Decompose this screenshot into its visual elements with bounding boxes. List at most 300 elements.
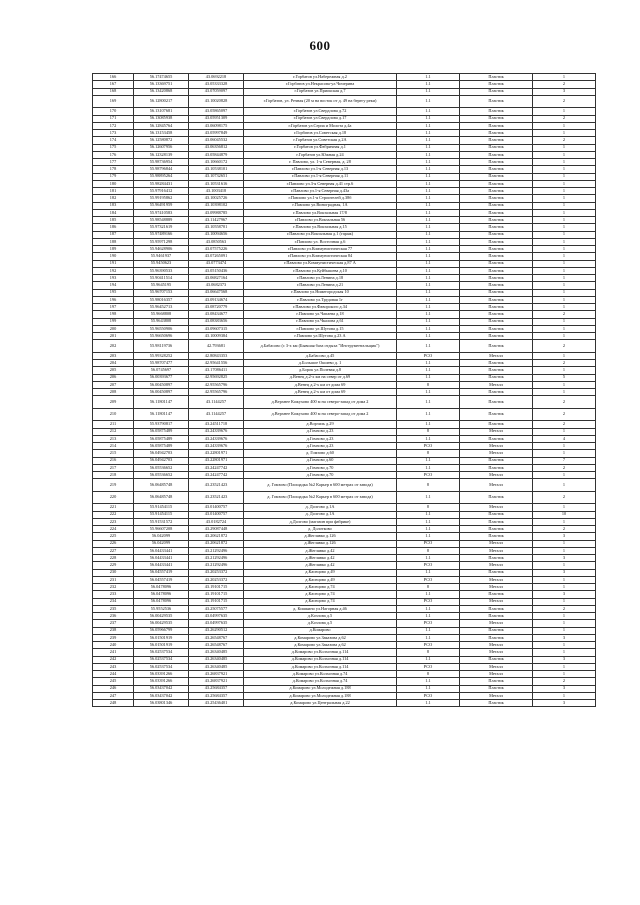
table-row bbox=[93, 540, 596, 547]
row-number-cell: 199 bbox=[93, 318, 134, 325]
count-cell: 1 bbox=[533, 180, 596, 187]
longitude-cell: 43.22801971 bbox=[189, 457, 244, 464]
count-cell: 3 bbox=[533, 634, 596, 641]
row-number-cell: 177 bbox=[93, 159, 134, 166]
row-number-cell: 247 bbox=[93, 692, 134, 699]
material-cell: Пластик bbox=[460, 74, 533, 81]
latitude-cell: 56.00450897 bbox=[134, 381, 189, 388]
material-cell: Пластик bbox=[460, 260, 533, 267]
address-cell: г.Павлово ул.Вокзальная 56 bbox=[244, 217, 397, 224]
table-row bbox=[93, 367, 596, 374]
table-row bbox=[93, 173, 596, 180]
material-cell: Металл bbox=[460, 547, 533, 554]
address-cell: д.Козлова д.5 bbox=[244, 620, 397, 627]
material-cell: Пластик bbox=[460, 282, 533, 289]
type-code-cell: 1.1 bbox=[397, 656, 460, 663]
type-code-cell: 1.1 bbox=[397, 325, 460, 332]
count-cell: 1 bbox=[533, 296, 596, 303]
row-number-cell: 190 bbox=[93, 253, 134, 260]
longitude-cell: 43.19101715 bbox=[189, 591, 244, 598]
type-code-cell: 1.1 bbox=[397, 634, 460, 641]
table-row bbox=[93, 642, 596, 649]
material-cell: Металл bbox=[460, 428, 533, 435]
address-cell: д.Гомзово д.70 bbox=[244, 472, 397, 479]
row-number-cell: 215 bbox=[93, 450, 134, 457]
address-cell: д.Ворзиль д.29 bbox=[244, 421, 397, 428]
type-code-cell: 1.1 bbox=[397, 202, 460, 209]
row-number-cell: 166 bbox=[93, 74, 134, 81]
material-cell: Металл bbox=[460, 598, 533, 605]
address-cell: г.Горбатов ул.Свердлова д.17 bbox=[244, 115, 397, 122]
material-cell: Пластик bbox=[460, 367, 533, 374]
table-row bbox=[93, 253, 596, 260]
row-number-cell: 205 bbox=[93, 367, 134, 374]
table-row bbox=[93, 246, 596, 253]
latitude-cell: 55.98548889 bbox=[134, 217, 189, 224]
address-cell: г.Павлово ул.1-я Северная д.13 bbox=[244, 166, 397, 173]
latitude-cell: 56.042099 bbox=[134, 533, 189, 540]
address-cell: д.Жеглявко д.42 bbox=[244, 562, 397, 569]
address-cell: д.Каснцово д.74 bbox=[244, 591, 397, 598]
count-cell: 3 bbox=[533, 591, 596, 598]
material-cell: Пластик bbox=[460, 396, 533, 409]
count-cell: 1 bbox=[533, 620, 596, 627]
material-cell: Пластик bbox=[460, 159, 533, 166]
count-cell: 1 bbox=[533, 642, 596, 649]
longitude-cell: 43.20621872 bbox=[189, 540, 244, 547]
table-row bbox=[93, 151, 596, 158]
material-cell: Пластик bbox=[460, 685, 533, 692]
table-row bbox=[93, 472, 596, 479]
type-code-cell: 1.1 bbox=[397, 231, 460, 238]
address-cell: д.Жеглявко д.42 bbox=[244, 547, 397, 554]
table-row bbox=[93, 352, 596, 359]
count-cell: 1 bbox=[533, 576, 596, 583]
latitude-cell: 56.00429535 bbox=[134, 620, 189, 627]
row-number-cell: 229 bbox=[93, 562, 134, 569]
table-row bbox=[93, 333, 596, 340]
material-cell: Пластик bbox=[460, 195, 533, 202]
address-cell: д.Жеглявко д.126 bbox=[244, 533, 397, 540]
material-cell: Металл bbox=[460, 479, 533, 492]
material-cell: Пластик bbox=[460, 533, 533, 540]
table-row bbox=[93, 318, 596, 325]
material-cell: Металл bbox=[460, 450, 533, 457]
material-cell: Пластик bbox=[460, 115, 533, 122]
material-cell: Металл bbox=[460, 649, 533, 656]
row-number-cell: 202 bbox=[93, 340, 134, 353]
table-row bbox=[93, 381, 596, 388]
longitude-cell: 43.06356812 bbox=[189, 144, 244, 151]
table-row bbox=[93, 678, 596, 685]
type-code-cell: 1.1 bbox=[397, 367, 460, 374]
longitude-cell: 43.26340485 bbox=[189, 656, 244, 663]
count-cell: 1 bbox=[533, 649, 596, 656]
count-cell: 5 bbox=[533, 374, 596, 381]
longitude-cell: 43.24339676 bbox=[189, 435, 244, 442]
latitude-cell: 56.03391266 bbox=[134, 671, 189, 678]
type-code-cell: 1.1 bbox=[397, 253, 460, 260]
address-cell: г.Павлово ул.Ленина д.18 bbox=[244, 275, 397, 282]
longitude-cell: 42.95565796 bbox=[189, 389, 244, 396]
latitude-cell: 56.11801147 bbox=[134, 396, 189, 409]
latitude-cell: 56.04433441 bbox=[134, 562, 189, 569]
material-cell: Пластик bbox=[460, 360, 533, 367]
longitude-cell: 43.19101715 bbox=[189, 598, 244, 605]
type-code-cell: 1.1 bbox=[397, 518, 460, 525]
table-row bbox=[93, 479, 596, 492]
count-cell: 1 bbox=[533, 428, 596, 435]
address-cell: г.Горбатов ул.Фабричная д.1 bbox=[244, 144, 397, 151]
row-number-cell: 248 bbox=[93, 700, 134, 707]
count-cell: 1 bbox=[533, 151, 596, 158]
material-cell: Металл bbox=[460, 472, 533, 479]
material-cell: Пластик bbox=[460, 180, 533, 187]
material-cell: Металл bbox=[460, 562, 533, 569]
row-number-cell: 178 bbox=[93, 166, 134, 173]
address-cell: д. Долгово д.1А bbox=[244, 511, 397, 518]
count-cell: 1 bbox=[533, 547, 596, 554]
row-number-cell: 204 bbox=[93, 360, 134, 367]
row-number-cell: 217 bbox=[93, 464, 134, 471]
register-table-body bbox=[93, 74, 596, 707]
longitude-cell: 43.07059097 bbox=[189, 88, 244, 95]
address-cell: д.Бабасово (с 3-х км (Бывшая база отдыха "Инструментальщик") bbox=[244, 340, 397, 353]
count-cell: 2 bbox=[533, 464, 596, 471]
table-row bbox=[93, 231, 596, 238]
material-cell: Пластик bbox=[460, 325, 533, 332]
row-number-cell: 246 bbox=[93, 685, 134, 692]
type-code-cell: 1.1 bbox=[397, 333, 460, 340]
type-code-cell: 1.1 bbox=[397, 318, 460, 325]
count-cell: 4 bbox=[533, 435, 596, 442]
table-row bbox=[93, 159, 596, 166]
address-cell: д.Жеглявко д.126 bbox=[244, 540, 397, 547]
longitude-cell: 43.10398102 bbox=[189, 202, 244, 209]
count-cell: 2 bbox=[533, 526, 596, 533]
table-row bbox=[93, 547, 596, 554]
address-cell: г.Павлово ул.Коммунистическая 84 bbox=[244, 253, 397, 260]
material-cell: Пластик bbox=[460, 130, 533, 137]
type-code-cell: 1.1 bbox=[397, 360, 460, 367]
address-cell: д.Комарово bbox=[244, 627, 397, 634]
longitude-cell: 43.25684357 bbox=[189, 692, 244, 699]
row-number-cell: 222 bbox=[93, 511, 134, 518]
longitude-cell: 43.29087448 bbox=[189, 526, 244, 533]
latitude-cell: 56.00393677 bbox=[134, 374, 189, 381]
latitude-cell: 56.11801147 bbox=[134, 408, 189, 421]
table-row bbox=[93, 569, 596, 576]
table-row bbox=[93, 289, 596, 296]
longitude-cell: 43.21292496 bbox=[189, 562, 244, 569]
latitude-cell: 56.13153458 bbox=[134, 130, 189, 137]
count-cell: 1 bbox=[533, 472, 596, 479]
longitude-cell: 43.04997635 bbox=[189, 620, 244, 627]
longitude-cell: 43.21292496 bbox=[189, 547, 244, 554]
longitude-cell: 43.05333328 bbox=[189, 81, 244, 88]
longitude-cell: 43.10732651 bbox=[189, 173, 244, 180]
count-cell: 1 bbox=[533, 159, 596, 166]
latitude-cell: 55.91454115 bbox=[134, 511, 189, 518]
latitude-cell: 56.01501919 bbox=[134, 642, 189, 649]
table-row bbox=[93, 166, 596, 173]
count-cell: 1 bbox=[533, 238, 596, 245]
count-cell: 1 bbox=[533, 267, 596, 274]
address-cell: г.Павлово ул.Трудовая 1г bbox=[244, 296, 397, 303]
count-cell: 2 bbox=[533, 408, 596, 421]
longitude-cell: 43.20253372 bbox=[189, 576, 244, 583]
address-cell: д. Гомзово (Площадка №2 Карьер в 600 метрах от завода) bbox=[244, 491, 397, 504]
table-row bbox=[93, 504, 596, 511]
type-code-cell: 1.1 bbox=[397, 296, 460, 303]
type-code-cell: 1.1 bbox=[397, 238, 460, 245]
table-row bbox=[93, 296, 596, 303]
latitude-cell: 55.9668808 bbox=[134, 311, 189, 318]
address-cell: г.Горбатов ул.Советская д.2А bbox=[244, 137, 397, 144]
row-number-cell: 231 bbox=[93, 576, 134, 583]
type-code-cell: 1.1 bbox=[397, 130, 460, 137]
type-code-cell: РСО bbox=[397, 620, 460, 627]
count-cell: 1 bbox=[533, 692, 596, 699]
table-row bbox=[93, 591, 596, 598]
address-cell: д. Долгово д.1А bbox=[244, 504, 397, 511]
count-cell: 1 bbox=[533, 231, 596, 238]
latitude-cell: 56.0478096 bbox=[134, 591, 189, 598]
type-code-cell: 1.1 bbox=[397, 421, 460, 428]
material-cell: Пластик bbox=[460, 457, 533, 464]
row-number-cell: 240 bbox=[93, 642, 134, 649]
table-row bbox=[93, 491, 596, 504]
latitude-cell: 55.98284431 bbox=[134, 180, 189, 187]
type-code-cell: 1.1 bbox=[397, 511, 460, 518]
latitude-cell: 55.91531572 bbox=[134, 518, 189, 525]
longitude-cell: 43.22801971 bbox=[189, 450, 244, 457]
table-row bbox=[93, 267, 596, 274]
type-code-cell: 1.1 bbox=[397, 627, 460, 634]
address-cell: г.Горбатов ул.Советская д.18 bbox=[244, 130, 397, 137]
type-code-cell: 1.1 bbox=[397, 137, 460, 144]
type-code-cell: 1.1 bbox=[397, 289, 460, 296]
row-number-cell: 225 bbox=[93, 533, 134, 540]
type-code-cell: 1.1 bbox=[397, 700, 460, 707]
type-code-cell: РСО bbox=[397, 540, 460, 547]
material-cell: Пластик bbox=[460, 518, 533, 525]
table-row bbox=[93, 443, 596, 450]
address-cell: г.Павлово ул.Вокзальная д.15 bbox=[244, 224, 397, 231]
material-cell: Пластик bbox=[460, 318, 533, 325]
longitude-cell: 43.1003418 bbox=[189, 188, 244, 195]
latitude-cell: 56.00429535 bbox=[134, 613, 189, 620]
type-code-cell: 1.1 bbox=[397, 173, 460, 180]
row-number-cell: 189 bbox=[93, 246, 134, 253]
longitude-cell: 43.10660172 bbox=[189, 159, 244, 166]
row-number-cell: 218 bbox=[93, 472, 134, 479]
longitude-cell: 43.05865097 bbox=[189, 108, 244, 115]
material-cell: Пластик bbox=[460, 678, 533, 685]
row-number-cell: 234 bbox=[93, 598, 134, 605]
row-number-cell: 212 bbox=[93, 428, 134, 435]
count-cell: 3 bbox=[533, 555, 596, 562]
type-code-cell: РСО bbox=[397, 472, 460, 479]
register-table bbox=[92, 73, 596, 707]
count-cell: 1 bbox=[533, 443, 596, 450]
address-cell: г.Горбатов ул.Южная д.24 bbox=[244, 151, 397, 158]
latitude-cell: 56.0478096 bbox=[134, 598, 189, 605]
row-number-cell: 233 bbox=[93, 591, 134, 598]
row-number-cell: 194 bbox=[93, 282, 134, 289]
address-cell: д.Комарово ул.Заказова д.62 bbox=[244, 642, 397, 649]
latitude-cell: 56.05536652 bbox=[134, 472, 189, 479]
address-cell: д.Гомзово д.23 bbox=[244, 443, 397, 450]
count-cell: 1 bbox=[533, 246, 596, 253]
longitude-cell: 42.95565796 bbox=[189, 381, 244, 388]
material-cell: Металл bbox=[460, 642, 533, 649]
material-cell: Пластик bbox=[460, 340, 533, 353]
address-cell: д. Гомзово д.60 bbox=[244, 450, 397, 457]
type-code-cell: 1.1 bbox=[397, 260, 460, 267]
type-code-cell: 1.1 bbox=[397, 389, 460, 396]
address-cell: г.Павлово ул.Шутова д.23 А bbox=[244, 333, 397, 340]
longitude-cell: 43.04997635 bbox=[189, 613, 244, 620]
material-cell: Пластик bbox=[460, 209, 533, 216]
count-cell: 1 bbox=[533, 253, 596, 260]
material-cell: Пластик bbox=[460, 267, 533, 274]
row-number-cell: 243 bbox=[93, 663, 134, 670]
count-cell: 1 bbox=[533, 479, 596, 492]
table-row bbox=[93, 81, 596, 88]
row-number-cell: 197 bbox=[93, 304, 134, 311]
latitude-cell: 56.05875489 bbox=[134, 435, 189, 442]
row-number-cell: 193 bbox=[93, 275, 134, 282]
row-number-cell: 173 bbox=[93, 130, 134, 137]
address-cell: г.Павлово ул. Восточная д.6 bbox=[244, 238, 397, 245]
material-cell: Пластик bbox=[460, 238, 533, 245]
latitude-cell: 56.12607956 bbox=[134, 144, 189, 151]
table-row bbox=[93, 360, 596, 367]
type-code-cell: 1.1 bbox=[397, 613, 460, 620]
row-number-cell: 224 bbox=[93, 526, 134, 533]
longitude-cell: 43.09607315 bbox=[189, 325, 244, 332]
type-code-cell: 8 bbox=[397, 649, 460, 656]
longitude-cell: 43.06827164 bbox=[189, 275, 244, 282]
row-number-cell: 183 bbox=[93, 202, 134, 209]
row-number-cell: 171 bbox=[93, 115, 134, 122]
address-cell: д.Борок ул.Полевая д.8 bbox=[244, 367, 397, 374]
count-cell: 1 bbox=[533, 318, 596, 325]
row-number-cell: 208 bbox=[93, 389, 134, 396]
type-code-cell: РСО bbox=[397, 692, 460, 699]
row-number-cell: 195 bbox=[93, 289, 134, 296]
latitude-cell: 55.99328252 bbox=[134, 352, 189, 359]
row-number-cell: 235 bbox=[93, 605, 134, 612]
latitude-cell: 55.95971298 bbox=[134, 238, 189, 245]
latitude-cell: 55.96390533 bbox=[134, 267, 189, 274]
longitude-cell: 43.05844879 bbox=[189, 151, 244, 158]
type-code-cell: РСО bbox=[397, 562, 460, 569]
type-code-cell: 1.1 bbox=[397, 340, 460, 353]
count-cell: 7 bbox=[533, 457, 596, 464]
row-number-cell: 200 bbox=[93, 325, 134, 332]
latitude-cell: 55.98895264 bbox=[134, 173, 189, 180]
address-cell: д.Гомзово д.23 bbox=[244, 435, 397, 442]
count-cell: 1 bbox=[533, 613, 596, 620]
type-code-cell: 1.1 bbox=[397, 180, 460, 187]
table-row bbox=[93, 435, 596, 442]
row-number-cell: 179 bbox=[93, 173, 134, 180]
type-code-cell: 1.1 bbox=[397, 374, 460, 381]
longitude-cell: 43.10094656 bbox=[189, 231, 244, 238]
material-cell: Пластик bbox=[460, 202, 533, 209]
address-cell: д.Большое Окшево д. 1 bbox=[244, 360, 397, 367]
latitude-cell: 55.93790817 bbox=[134, 421, 189, 428]
table-row bbox=[93, 464, 596, 471]
row-number-cell: 168 bbox=[93, 88, 134, 95]
material-cell: Металл bbox=[460, 671, 533, 678]
longitude-cell: 43.20621872 bbox=[189, 533, 244, 540]
material-cell: Металл bbox=[460, 443, 533, 450]
latitude-cell: 56.04942703 bbox=[134, 450, 189, 457]
row-number-cell: 232 bbox=[93, 584, 134, 591]
longitude-cell: 43.21292496 bbox=[189, 555, 244, 562]
longitude-cell: 43.24247742 bbox=[189, 472, 244, 479]
table-row bbox=[93, 311, 596, 318]
count-cell: 1 bbox=[533, 367, 596, 374]
table-row bbox=[93, 188, 596, 195]
table-row bbox=[93, 649, 596, 656]
type-code-cell: 8 bbox=[397, 479, 460, 492]
latitude-cell: 56.03801346 bbox=[134, 700, 189, 707]
address-cell: г.Горбатов ул.Приокская д.7 bbox=[244, 88, 397, 95]
count-cell: 2 bbox=[533, 678, 596, 685]
row-number-cell: 227 bbox=[93, 547, 134, 554]
latitude-cell: 55.96607208 bbox=[134, 526, 189, 533]
longitude-cell: 43.0850563 bbox=[189, 238, 244, 245]
address-cell: д. Кишкино ул.Нагорная д.46 bbox=[244, 605, 397, 612]
row-number-cell: 216 bbox=[93, 457, 134, 464]
latitude-cell: 55.97321619 bbox=[134, 224, 189, 231]
address-cell: г.Павлово ул.Куйбышева д.10 bbox=[244, 267, 397, 274]
address-cell: г.Павлово ул.Чкалова д.61 bbox=[244, 318, 397, 325]
address-cell: г.Павлово ул.Вокзальная 17/8 bbox=[244, 209, 397, 216]
table-row bbox=[93, 282, 596, 289]
latitude-cell: 56.03391266 bbox=[134, 678, 189, 685]
address-cell: д.Венец д.2-х км от дома 69 bbox=[244, 389, 397, 396]
type-code-cell: 1.1 bbox=[397, 108, 460, 115]
latitude-cell: 56.17474655 bbox=[134, 74, 189, 81]
longitude-cell: 43.20253372 bbox=[189, 569, 244, 576]
latitude-cell: 55.97489166 bbox=[134, 231, 189, 238]
page-number: 600 bbox=[309, 38, 331, 53]
material-cell: Пластик bbox=[460, 389, 533, 396]
table-row bbox=[93, 224, 596, 231]
material-cell: Пластик bbox=[460, 421, 533, 428]
latitude-cell: 56.05966799 bbox=[134, 627, 189, 634]
type-code-cell: 1.1 bbox=[397, 166, 460, 173]
material-cell: Металл bbox=[460, 504, 533, 511]
row-number-cell: 172 bbox=[93, 122, 134, 129]
table-row bbox=[93, 526, 596, 533]
count-cell: 1 bbox=[533, 504, 596, 511]
row-number-cell: 245 bbox=[93, 678, 134, 685]
count-cell: 1 bbox=[533, 282, 596, 289]
count-cell: 1 bbox=[533, 671, 596, 678]
count-cell: 2 bbox=[533, 311, 596, 318]
row-number-cell: 174 bbox=[93, 137, 134, 144]
table-row bbox=[93, 511, 596, 518]
row-number-cell: 198 bbox=[93, 311, 134, 318]
type-code-cell: 1.1 bbox=[397, 115, 460, 122]
latitude-cell: 55.99195862 bbox=[134, 195, 189, 202]
